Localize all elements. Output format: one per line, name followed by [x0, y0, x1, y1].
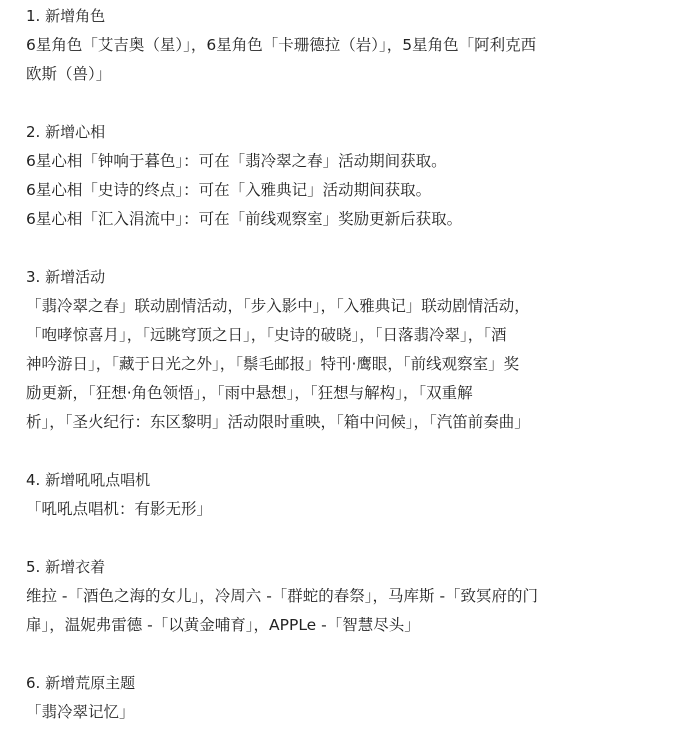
text-line: 6星心相「史诗的终点」：可在「入雅典记」活动期间获取。 — [26, 181, 432, 199]
section-heading: 6. 新增荒原主题 — [26, 674, 136, 692]
section-heading: 4. 新增吼吼点唱机 — [26, 471, 151, 489]
text-line: 神吟游日」，「藏于日光之外」，「鬃毛邮报」特刊·鹰眼，「前线观察室」奖 — [26, 355, 520, 373]
section-heading: 2. 新增心相 — [26, 123, 106, 141]
text-line: 维拉 -「酒色之海的女儿」，冷周六 -「群蛇的春祭」，马库斯 -「致冥府的门 — [26, 587, 539, 605]
section-heading: 1. 新增角色 — [26, 7, 106, 25]
text-line: 「翡冷翠之春」联动剧情活动，「步入影中」，「入雅典记」联动剧情活动， — [26, 297, 530, 315]
text-line: 析」，「圣火纪行：东区黎明」活动限时重映，「箱中问候」，「汽笛前奏曲」 — [26, 413, 530, 431]
text-line: 6星角色「艾吉奥（星）」，6星角色「卡珊德拉（岩）」，5星角色「阿利克西 — [26, 36, 537, 54]
section-heading: 3. 新增活动 — [26, 268, 106, 286]
text-line: 欧斯（兽）」 — [26, 65, 112, 83]
section-heading: 5. 新增衣着 — [26, 558, 106, 576]
text-line: 扉」，温妮弗雷德 -「以黄金哺育」，APPLe -「智慧尽头」 — [26, 616, 420, 634]
text-line: 6星心相「汇入涓流中」：可在「前线观察室」奖励更新后获取。 — [26, 210, 463, 228]
text-line: 「咆哮惊喜月」，「远眺穹顶之日」，「史诗的破晓」，「日落翡冷翠」，「酒 — [26, 326, 507, 344]
text-line: 6星心相「钟响于暮色」：可在「翡冷翠之春」活动期间获取。 — [26, 152, 447, 170]
text-line: 励更新，「狂想·角色领悟」，「雨中悬想」，「狂想与解构」，「双重解 — [26, 384, 473, 402]
text-line: 「吼吼点唱机：有影无形」 — [26, 500, 213, 518]
text-line: 「翡冷翠记忆」 — [26, 703, 135, 721]
